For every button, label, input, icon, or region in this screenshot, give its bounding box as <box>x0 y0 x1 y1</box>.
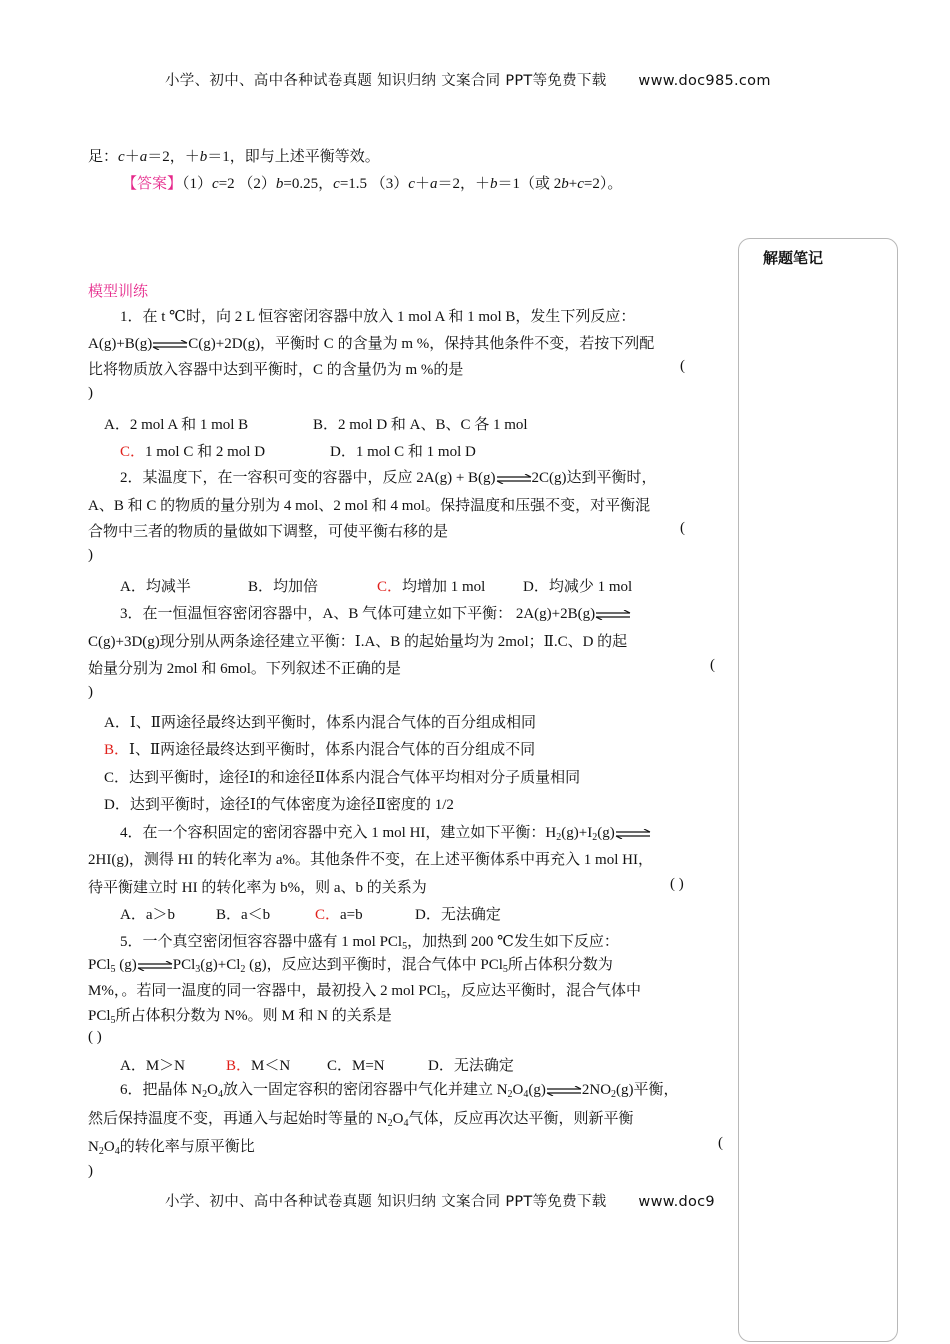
header-site[interactable]: www.doc985.com <box>638 73 771 89</box>
q3-option-a[interactable]: A．Ⅰ、Ⅱ两途径最终达到平衡时，体系内混合气体的百分组成相同 <box>104 715 536 731</box>
page-header <box>165 69 771 90</box>
answer-label: 【答案】 <box>122 176 183 192</box>
footer-text: 小学、初中、高中各种试卷真题 知识归纳 文案合同 PPT等免费下载 <box>165 1194 607 1210</box>
q2-paren-open: ( <box>680 520 685 536</box>
q4-option-c[interactable]: C．a=b <box>315 907 363 923</box>
q2-option-d[interactable]: D．均减少 1 mol <box>523 579 633 595</box>
header-text: 小学、初中、高中各种试卷真题 知识归纳 文案合同 PPT等免费下载 <box>165 73 607 89</box>
q2-paren-close: ) <box>88 547 93 563</box>
q1-line-1: 1．在 t ℃时，向 2 L 恒容密闭容器中放入 1 mol A 和 1 mol B，发生下列反应： <box>120 309 636 325</box>
q3-line-3: 始量分别为 2mol 和 6mol。下列叙述不正确的是 <box>88 661 401 677</box>
q4-option-d[interactable]: D．无法确定 <box>415 907 501 923</box>
notes-title: 解题笔记 <box>763 249 824 267</box>
q6-line-3: $N_2O_4$的转化率与原平衡比 <box>88 1139 255 1157</box>
q1-paren-close: ) <box>88 385 93 401</box>
answer-line: 【答案】（1）c=2 （2）b=0.25，c=1.5 （3）c＋a＝2，＋b＝1（或 2b+c=2）。 <box>122 176 623 192</box>
q4-answer-paren: ( ) <box>670 876 684 892</box>
q5-option-a[interactable]: A．M＞N <box>120 1058 186 1074</box>
q5-answer-paren: ( ) <box>88 1029 102 1045</box>
q2-line-1: 2．某温度下，在一容积可变的容器中，反应 2A(g) + B(g) 2C(g)达到平衡时， <box>120 470 657 486</box>
q3-option-b[interactable]: B．Ⅰ、Ⅱ两途径最终达到平衡时，体系内混合气体的百分组成不同 <box>104 742 536 758</box>
q3-paren-open: ( <box>710 657 715 673</box>
q6-paren-open: ( <box>718 1135 723 1151</box>
intro-line-1: 足：c＋a＝2，＋b＝1，即与上述平衡等效。 <box>88 149 380 165</box>
q2-line-3: 合物中三者的物质的量做如下调整，可使平衡右移的是 <box>88 524 449 540</box>
q2-option-c[interactable]: C．均增加 1 mol <box>377 579 486 595</box>
q6-line-1: 6．把晶体 $N_2O_4$放入一固定容积的密闭容器中气化并建立 $N_2O_4(g)$ $2NO_2(g)$平衡， <box>120 1082 679 1100</box>
q1-option-b[interactable]: B．2 mol D 和 A、B、C 各 1 mol <box>313 417 528 433</box>
q4-line-3: 待平衡建立时 HI 的转化率为 b%，则 a、b 的关系为 <box>88 880 427 896</box>
q1-paren-open: ( <box>680 358 685 374</box>
q2-option-a[interactable]: A．均减半 <box>120 579 191 595</box>
q5-option-d[interactable]: D．无法确定 <box>428 1058 514 1074</box>
q1-option-a[interactable]: A．2 mol A 和 1 mol B <box>104 417 249 433</box>
q3-line-1: 3．在一恒温恒容密闭容器中，A、B 气体可建立如下平衡： 2A(g)+2B(g) <box>120 602 631 623</box>
equilibrium-arrow-icon <box>137 961 173 971</box>
q3-paren-close: ) <box>88 684 93 700</box>
q4-option-a[interactable]: A．a＞b <box>120 907 175 923</box>
q5-option-b[interactable]: B．M＜N <box>226 1058 291 1074</box>
q5-line-3: M%，。若同一温度的同一容器中，最初投入 2 mol PCl$_5$，反应达平衡时，混合气体中 <box>88 983 641 1001</box>
section-title: 模型训练 <box>88 282 149 300</box>
q6-line-2: 然后保持温度不变，再通入与起始时等量的 $N_2O_4$气体，反应再次达平衡，则新平衡 <box>88 1111 634 1129</box>
intro-prefix: 足： <box>88 149 119 165</box>
q1-line-2: A(g)+B(g) C(g)+2D(g)，平衡时 C 的含量为 m %，保持其他条件不变，若按下列配 <box>88 336 655 352</box>
q4-line-2: 2HI(g)，测得 HI 的转化率为 a%。其他条件不变，在上述平衡体系中再充入 1 mol HI， <box>88 852 653 868</box>
equilibrium-arrow-icon <box>546 1086 582 1096</box>
q4-option-b[interactable]: B．a＜b <box>216 907 271 923</box>
q5-line-1: 5．一个真空密闭恒容容器中盛有 1 mol PCl$_5$，加热到 200 ℃发生如下反应： <box>120 934 619 952</box>
q1-option-c[interactable]: C．1 mol C 和 2 mol D <box>120 444 266 460</box>
q2-line-2: A、B 和 C 的物质的量分别为 4 mol、2 mol 和 4 mol。保持温度和压强不变，对平衡混 <box>88 498 651 514</box>
q3-line-2: C(g)+3D(g)现分别从两条途径建立平衡：Ⅰ.A、B 的起始量均为 2mol；Ⅱ.C、D 的起 <box>88 634 628 650</box>
page-footer <box>165 1190 715 1211</box>
q2-option-b[interactable]: B．均加倍 <box>248 579 319 595</box>
q4-line-1: 4．在一个容积固定的密闭容器中充入 1 mol HI，建立如下平衡：$H_2(g)+I_2(g)$ <box>120 821 651 842</box>
equilibrium-arrow-icon <box>615 829 651 839</box>
equilibrium-arrow-icon <box>595 610 631 620</box>
q1-option-d[interactable]: D．1 mol C 和 1 mol D <box>330 444 476 460</box>
q6-paren-close: ) <box>88 1163 93 1179</box>
notes-panel <box>738 238 898 1342</box>
equilibrium-arrow-icon <box>152 340 188 350</box>
equilibrium-arrow-icon <box>496 474 532 484</box>
q3-option-d[interactable]: D．达到平衡时，途径Ⅰ的气体密度为途径Ⅱ密度的 1/2 <box>104 797 454 813</box>
q3-option-c[interactable]: C．达到平衡时，途径Ⅰ的和途径Ⅱ体系内混合气体平均相对分子质量相同 <box>104 770 581 786</box>
q1-line-3: 比将物质放入容器中达到平衡时，C 的含量仍为 m %的是 <box>88 362 464 378</box>
footer-site[interactable]: www.doc9 <box>638 1194 715 1210</box>
q5-line-2: PCl$_5$ (g) $PCl_3(g)+Cl_2$ (g)，反应达到平衡时，混合气体中 PCl$_5$所占体积分数为 <box>88 957 613 975</box>
q5-option-c[interactable]: C．M=N <box>327 1058 385 1074</box>
q5-line-4: PCl$_5$所占体积分数为 N%。则 M 和 N 的关系是 <box>88 1008 392 1026</box>
